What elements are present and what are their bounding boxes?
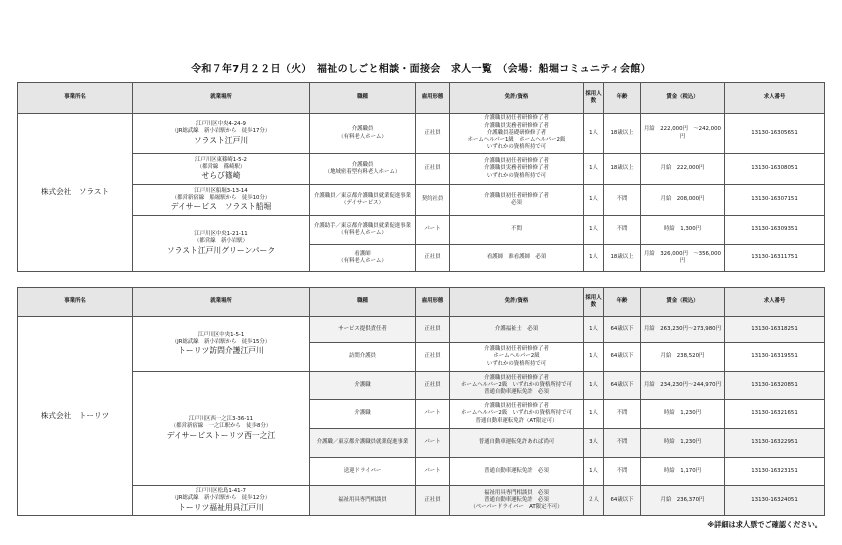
- header-location: 就業場所: [133, 83, 310, 114]
- employment-type: 正社員: [416, 245, 450, 272]
- job-number: 13130-16324051: [725, 486, 825, 516]
- wage: 月給 236,370円: [641, 486, 725, 516]
- company-name: 株式会社 ソラスト: [18, 114, 133, 272]
- table-row: [18, 185, 825, 216]
- age-requirement: 64歳以下: [604, 317, 641, 343]
- job-title: 福祉用具専門相談員: [310, 486, 416, 516]
- license-requirements: 不問: [450, 216, 584, 245]
- employment-type: 正社員: [416, 372, 450, 400]
- header-wage: 賃金（税込）: [641, 83, 725, 114]
- job-title: サービス提供責任者: [310, 317, 416, 343]
- wage: 月給 222,000円 ～242,000円: [641, 114, 725, 154]
- job-number: 13130-16323151: [725, 458, 825, 486]
- header-age: 年齢: [604, 288, 641, 317]
- job-table-toritsu: [17, 287, 825, 516]
- table-row: [18, 317, 825, 343]
- age-requirement: 不問: [604, 185, 641, 216]
- job-number: 13130-16309351: [725, 216, 825, 245]
- wage: 時給 1,230円: [641, 400, 725, 429]
- age-requirement: 64歳以下: [604, 343, 641, 372]
- job-number: 13130-16307151: [725, 185, 825, 216]
- license-requirements: 介護福祉士 必須: [450, 317, 584, 343]
- job-number: 13130-16319551: [725, 343, 825, 372]
- hire-count: 3人: [584, 429, 604, 458]
- job-table-solasto: [17, 82, 825, 272]
- hire-count: 1人: [584, 372, 604, 400]
- wage: 時給 1,170円: [641, 458, 725, 486]
- job-number: 13130-16322951: [725, 429, 825, 458]
- age-requirement: 18歳以上: [604, 154, 641, 185]
- job-title: 送迎ドライバー: [310, 458, 416, 486]
- license-requirements: 福祉用具専門相談員 必須 普通自動車運転免許 必須 （ペーパードライバー AT限定不可）: [450, 486, 584, 516]
- license-requirements: 普通自動車運転免許 必須: [450, 458, 584, 486]
- employment-type: パート: [416, 400, 450, 429]
- hire-count: 1人: [584, 216, 604, 245]
- hire-count: 1人: [584, 400, 604, 429]
- header-hires: 採用人数: [584, 288, 604, 317]
- job-title: 介護職員 （地域密着型有料老人ホーム）: [310, 154, 416, 185]
- employment-type: パート: [416, 216, 450, 245]
- hire-count: 1人: [584, 114, 604, 154]
- job-title: 介護職: [310, 400, 416, 429]
- job-number: 13130-16308051: [725, 154, 825, 185]
- header-company: 事業所名: [18, 288, 133, 317]
- hire-count: 1人: [584, 317, 604, 343]
- header-hires: 採用人数: [584, 83, 604, 114]
- employment-type: 正社員: [416, 317, 450, 343]
- age-requirement: 不問: [604, 458, 641, 486]
- page-title: 令和７年7月２２日（火） 福祉のしごと相談・面接会 求人一覧 （会場：船堀コミュニティ会館）: [191, 64, 651, 75]
- hire-count: 1人: [584, 343, 604, 372]
- work-location: 江戸川区松島1-41-7 （JR総武線 新小岩駅から 徒歩12分） トーリツ福祉用具江戸川: [133, 486, 310, 516]
- license-requirements: 介護職員初任者研修修了者 ホームヘルパー2級 いずれかの資格所持で可 普通自動車運転免許（AT限定可）: [450, 400, 584, 429]
- license-requirements: 介護職員初任者研修修了者 介護職員実務者研修修了者 いずれかの資格所持で可: [450, 154, 584, 185]
- company-name: 株式会社 トーリツ: [18, 317, 133, 516]
- work-location: 江戸川区中央1-5-1 （JR総武線 新小岩駅から 徒歩15分） トーリツ訪問介護江戸川: [133, 317, 310, 372]
- license-requirements: 普通自動車運転免許あれば尚可: [450, 429, 584, 458]
- job-number: 13130-16311751: [725, 245, 825, 272]
- wage: 時給 1,230円: [641, 429, 725, 458]
- work-location: 江戸川区船堀3-13-14 （都営新宿線 船堀駅から 徒歩10分） デイサービス ソラスト船堀: [133, 185, 310, 216]
- job-title: 介護職員 （有料老人ホーム）: [310, 114, 416, 154]
- job-number: 13130-16321651: [725, 400, 825, 429]
- license-requirements: 介護職員初任者研修修了者 ホームヘルパー2級 いずれかの資格所持で可: [450, 343, 584, 372]
- employment-type: 正社員: [416, 486, 450, 516]
- age-requirement: 不問: [604, 429, 641, 458]
- license-requirements: 介護職員初任者研修修了者 介護職員実務者研修修了者 介護職員基礎研修修了者 ホームヘルパー1級 ホームヘルパー2級 いずれかの資格所持で可: [450, 114, 584, 154]
- table-row: [18, 154, 825, 185]
- wage: 月給 238,520円: [641, 343, 725, 372]
- header-job-number: 求人番号: [725, 288, 825, 317]
- hire-count: 1人: [584, 154, 604, 185]
- header-age: 年齢: [604, 83, 641, 114]
- work-location: 江戸川区中央4-24-9 （JR総武線 新小岩駅から 徒歩17分） ソラスト江戸川: [133, 114, 310, 154]
- table-row: [18, 372, 825, 400]
- header-location: 就業場所: [133, 288, 310, 317]
- job-number: 13130-16318251: [725, 317, 825, 343]
- job-title: 看護師 （有料老人ホーム）: [310, 245, 416, 272]
- header-employment: 雇用形態: [416, 83, 450, 114]
- hire-count: 1人: [584, 185, 604, 216]
- age-requirement: 不問: [604, 400, 641, 429]
- age-requirement: 不問: [604, 216, 641, 245]
- age-requirement: 18歳以上: [604, 245, 641, 272]
- employment-type: 契約社員: [416, 185, 450, 216]
- header-job: 職種: [310, 288, 416, 317]
- header-wage: 賃金（税込）: [641, 288, 725, 317]
- employment-type: 正社員: [416, 343, 450, 372]
- work-location: 江戸川区西一之江3-36-11 （都営新宿線 一之江駅から 徒歩8分） デイサービストーリツ西一之江: [133, 372, 310, 486]
- age-requirement: 64歳以下: [604, 372, 641, 400]
- wage: 月給 263,230円～273,980円: [641, 317, 725, 343]
- license-requirements: 介護職員初任者研修修了者 ホームヘルパー2級 いずれかの資格所持で可 普通自動車運転免許 必須: [450, 372, 584, 400]
- work-location: 江戸川区中央1-21-11 （都営線 新小岩駅） ソラスト江戸川グリーンパーク: [133, 216, 310, 272]
- hire-count: 1人: [584, 245, 604, 272]
- table-header-row: [18, 288, 825, 317]
- header-license: 免許/資格: [450, 288, 584, 317]
- license-requirements: 介護職員初任者研修修了者 必須: [450, 185, 584, 216]
- header-job-number: 求人番号: [725, 83, 825, 114]
- hire-count: ２人: [584, 486, 604, 516]
- header-employment: 雇用形態: [416, 288, 450, 317]
- license-requirements: 看護師 准看護師 必須: [450, 245, 584, 272]
- employment-type: 正社員: [416, 114, 450, 154]
- employment-type: パート: [416, 429, 450, 458]
- job-title: 介護職／東京都介護職員就業促進事業: [310, 429, 416, 458]
- work-location: 江戸川区東篠崎1-5-2 （都営線 篠崎駅） せらび篠崎: [133, 154, 310, 185]
- hire-count: 1人: [584, 458, 604, 486]
- header-license: 免許/資格: [450, 83, 584, 114]
- footnote: ※詳細は求人票でご確認ください。: [707, 520, 822, 529]
- header-job: 職種: [310, 83, 416, 114]
- header-company: 事業所名: [18, 83, 133, 114]
- table-row: [18, 114, 825, 154]
- job-title: 介護助手／東京都介護職員就業促進事業 （有料老人ホーム）: [310, 216, 416, 245]
- wage: 時給 1,300円: [641, 216, 725, 245]
- job-title: 介護職員／東京都介護職員就業促進事業 （デイサービス）: [310, 185, 416, 216]
- wage: 月給 222,000円: [641, 154, 725, 185]
- employment-type: パート: [416, 458, 450, 486]
- wage: 月給 208,000円: [641, 185, 725, 216]
- job-title: 介護職: [310, 372, 416, 400]
- table-row: [18, 216, 825, 245]
- job-number: 13130-16320851: [725, 372, 825, 400]
- wage: 月給 326,000円 ～356,000円: [641, 245, 725, 272]
- table-header-row: [18, 83, 825, 114]
- table-row: [18, 486, 825, 516]
- age-requirement: 18歳以上: [604, 114, 641, 154]
- employment-type: 正社員: [416, 154, 450, 185]
- age-requirement: 64歳以下: [604, 486, 641, 516]
- job-title: 訪問介護員: [310, 343, 416, 372]
- wage: 月給 234,230円～244,970円: [641, 372, 725, 400]
- job-number: 13130-16305651: [725, 114, 825, 154]
